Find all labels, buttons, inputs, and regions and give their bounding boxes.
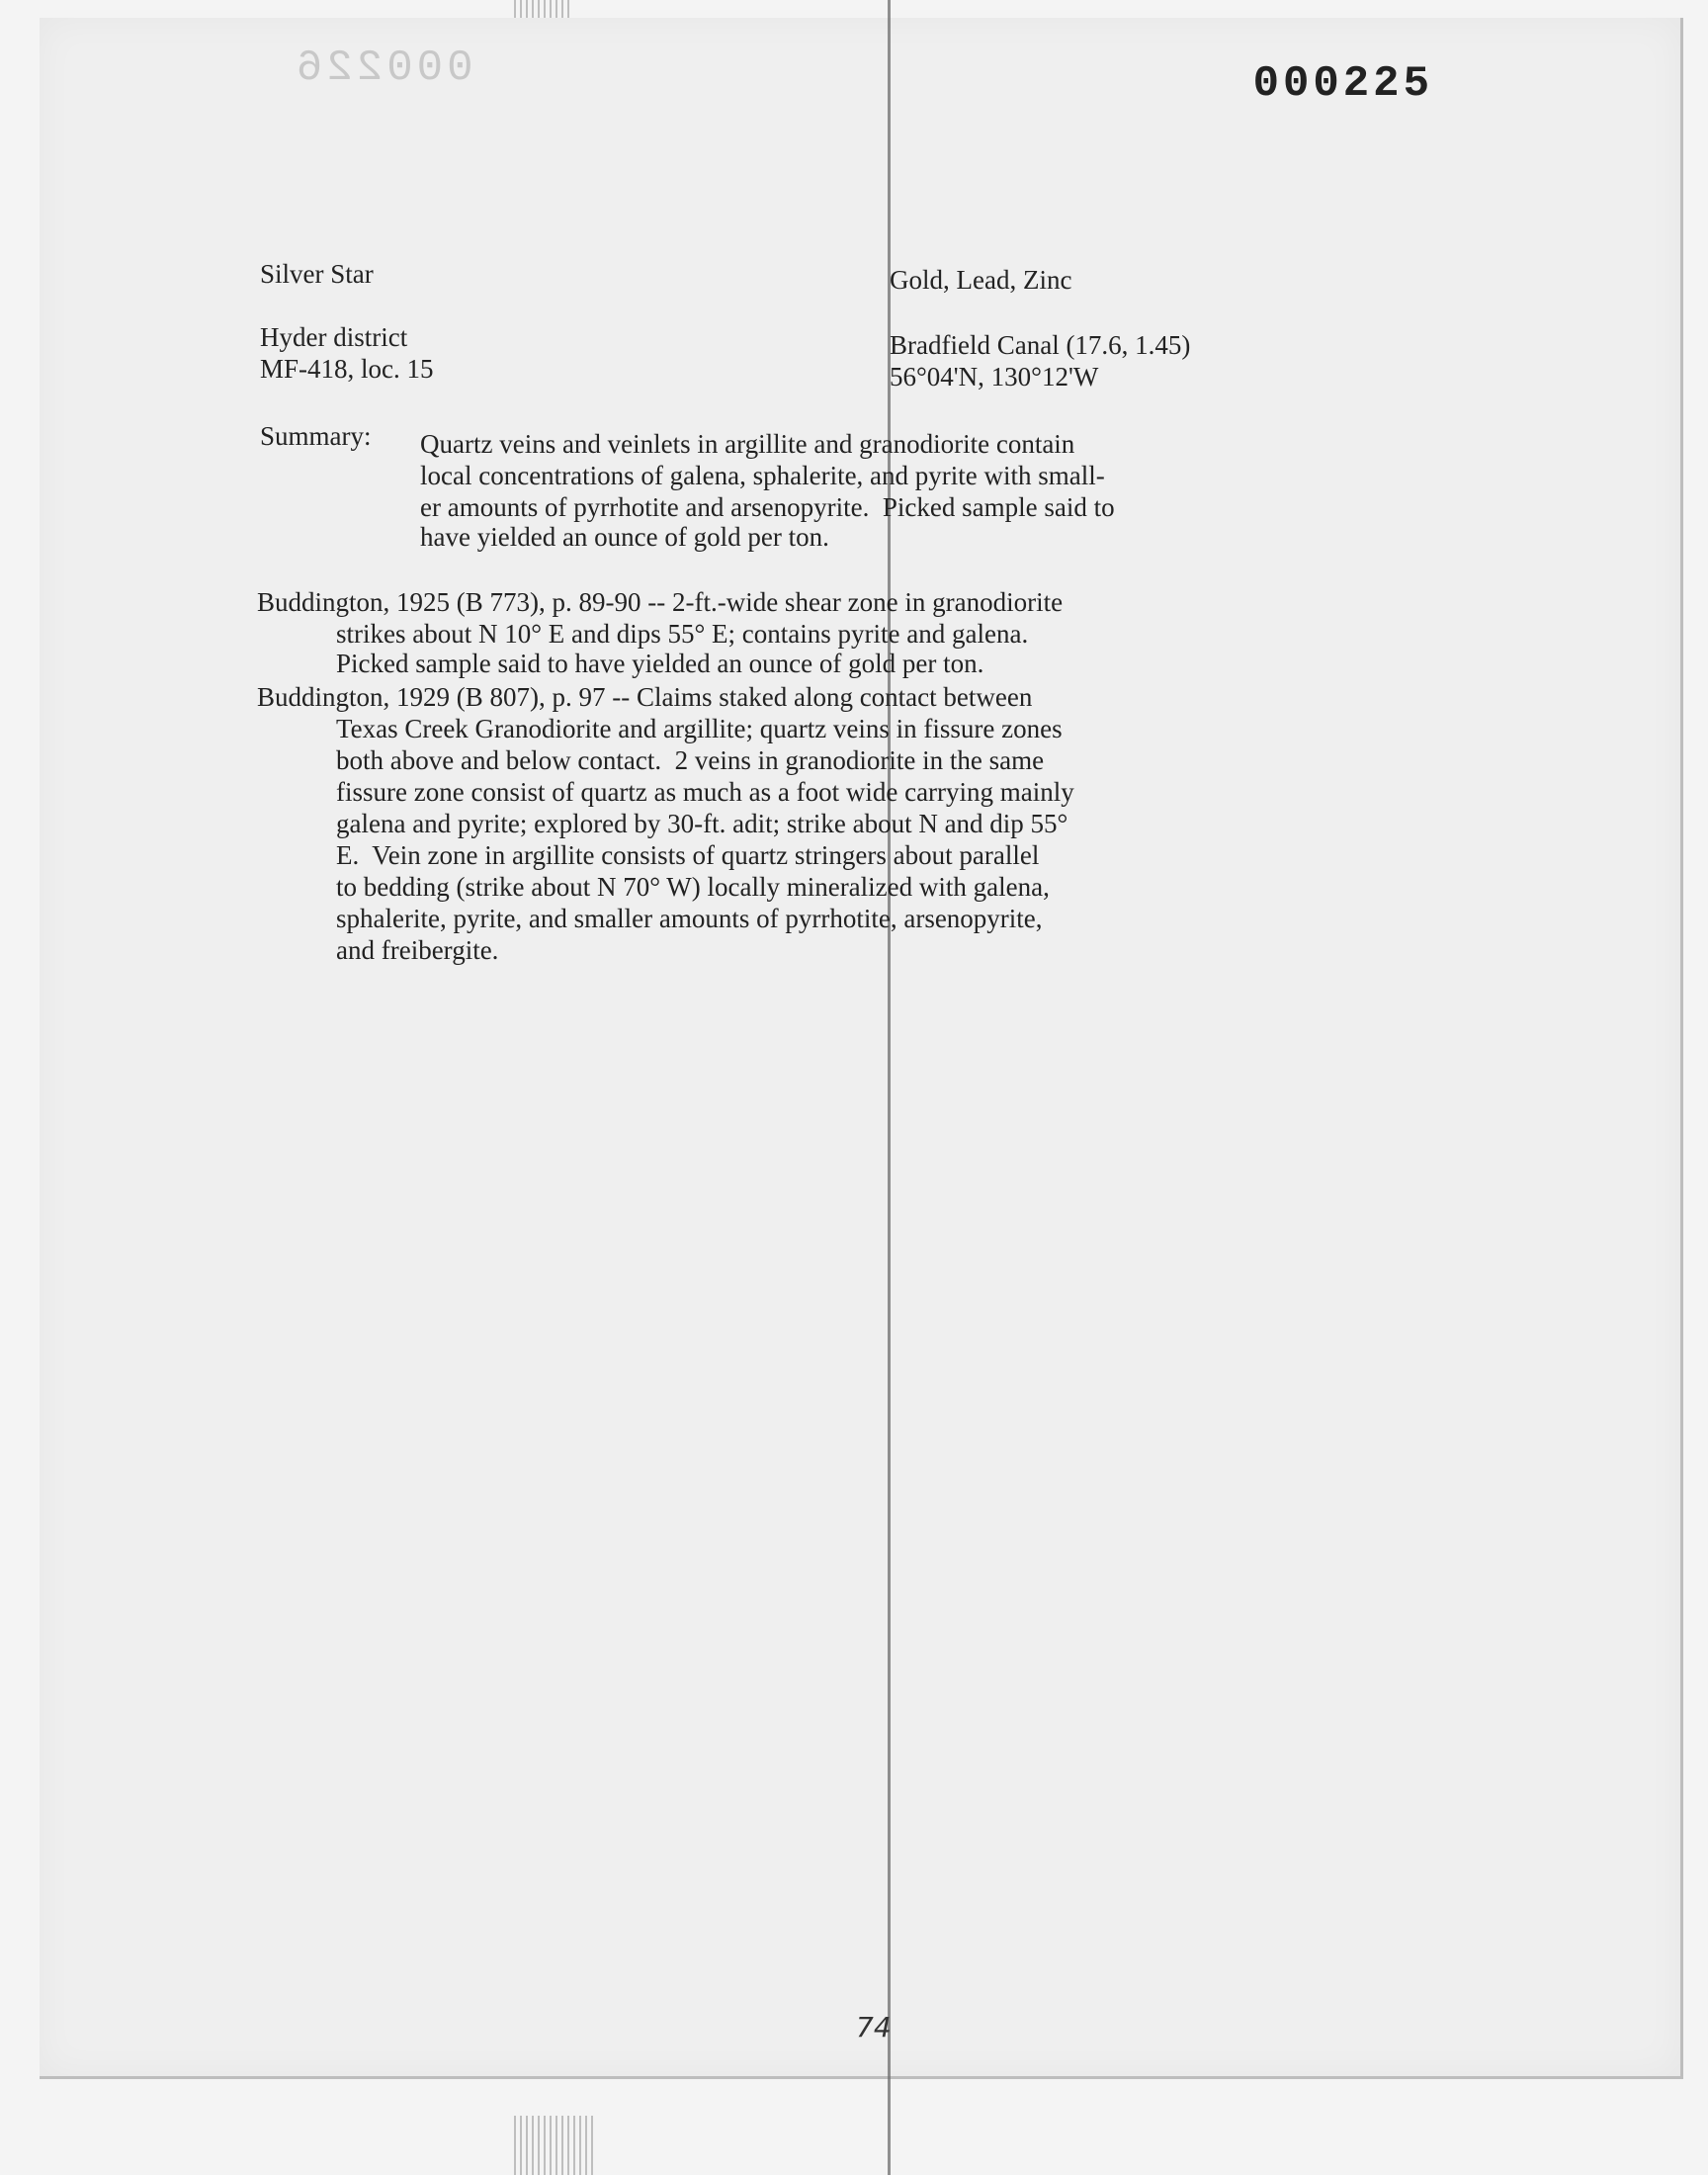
scan-edge-mark — [514, 0, 573, 18]
page-number: 74 — [856, 2011, 892, 2044]
reference-line: both above and below contact. 2 veins in granodiorite in the same — [336, 745, 1045, 775]
reference-line: and freibergite. — [336, 935, 499, 965]
summary-label: Summary: — [260, 421, 372, 451]
reference-line: Texas Creek Granodiorite and argillite; quartz veins in fissure zones — [336, 714, 1063, 743]
district: Hyder district — [260, 322, 408, 352]
reference-line: to bedding (strike about N 70° W) locally mineralized with galena, — [336, 872, 1050, 902]
reference-first-line: Buddington, 1929 (B 807), p. 97 -- Claims staked along contact between — [257, 682, 1033, 712]
reference-line: galena and pyrite; explored by 30-ft. adit; strike about N and dip 55° — [336, 809, 1068, 838]
summary-line: Quartz veins and veinlets in argillite and granodiorite contain — [420, 429, 1075, 459]
reference-line: Picked sample said to have yielded an ounce of gold per ton. — [336, 649, 984, 678]
deposit-name: Silver Star — [260, 259, 374, 289]
reference-line: sphalerite, pyrite, and smaller amounts of pyrrhotite, arsenopyrite, — [336, 904, 1043, 933]
summary-line: er amounts of pyrrhotite and arsenopyrite. Picked sample said to — [420, 492, 1115, 522]
commodities: Gold, Lead, Zinc — [890, 265, 1072, 295]
summary-line: local concentrations of galena, sphalerite, and pyrite with small- — [420, 461, 1105, 490]
stamp-number: 000225 — [1252, 59, 1433, 109]
reference-line: strikes about N 10° E and dips 55° E; contains pyrite and galena. — [336, 619, 1029, 649]
coordinates: 56°04'N, 130°12'W — [890, 362, 1099, 392]
reference-line: E. Vein zone in argillite consists of quartz stringers about parallel — [336, 840, 1040, 870]
page-fold-line — [888, 0, 891, 2175]
ghost-stamp-number: 000226 — [293, 44, 473, 93]
summary-line: have yielded an ounce of gold per ton. — [420, 522, 829, 552]
map-reference: MF-418, loc. 15 — [260, 354, 434, 384]
reference-line: fissure zone consist of quartz as much as a foot wide carrying mainly — [336, 777, 1074, 807]
quadrangle: Bradfield Canal (17.6, 1.45) — [890, 330, 1191, 360]
scan-edge-mark-bottom — [514, 2116, 593, 2175]
reference-first-line: Buddington, 1925 (B 773), p. 89-90 -- 2-ft.-wide shear zone in granodiorite — [257, 587, 1064, 617]
